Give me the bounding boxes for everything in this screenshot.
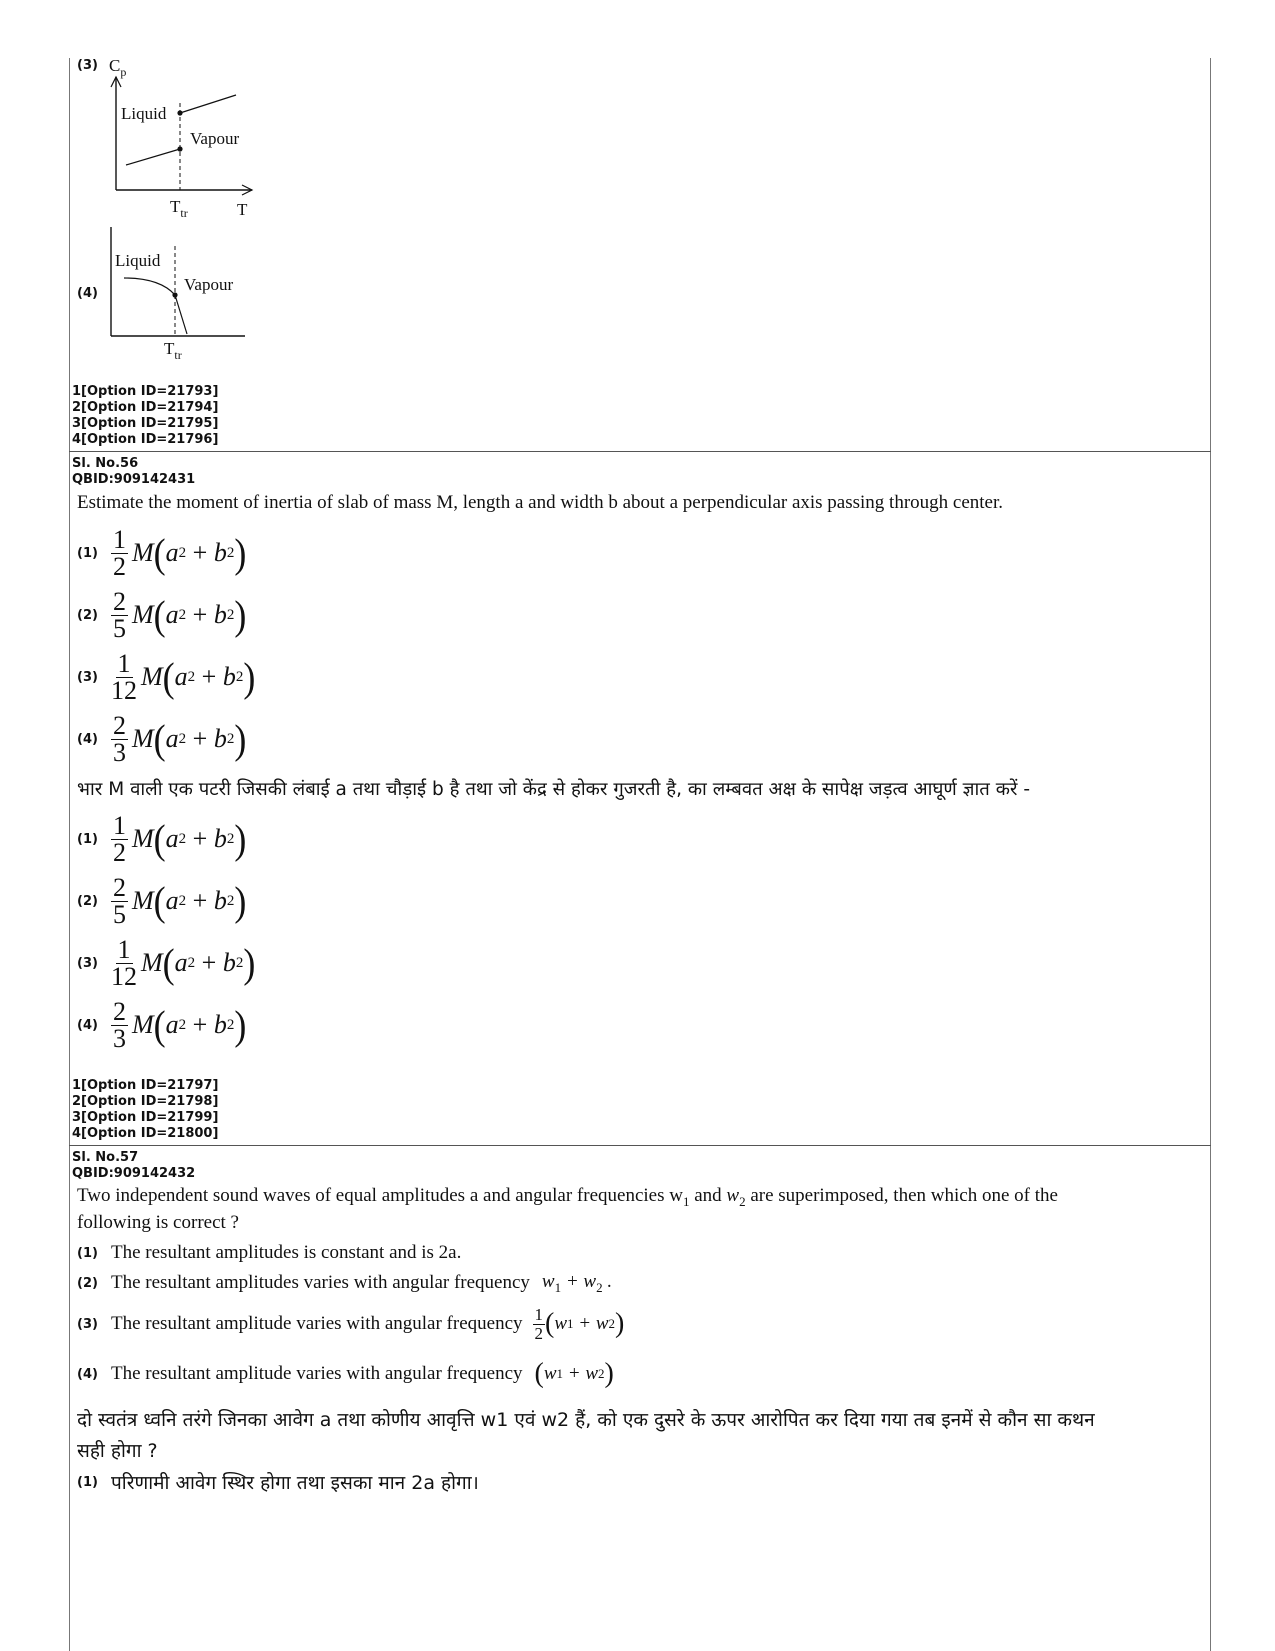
option-number: (2) (77, 607, 98, 623)
option-id-line: 3[Option ID=21795] (72, 416, 219, 431)
q55-opt4-number: (4) (77, 286, 98, 301)
option-expression: $\frac{2}{5}$ M ( a 2 + b 2 ) (113, 586, 247, 643)
option-number: (3) (77, 669, 98, 685)
q56-option-ids (72, 1078, 218, 1142)
opt3-liquid-line (180, 95, 236, 113)
q57-question-hi-line1: दो स्वतंत्र ध्वनि तरंगे जिनका आवेग a तथा कोणीय आवृत्ति w1 एवं w2 हैं, को एक दुसरे के ऊपर आरोपित कर दिया गया तब इनमें से कौन सा कथन (77, 1409, 1095, 1431)
option-number: (1) (77, 1474, 98, 1490)
option-number: (2) (77, 893, 98, 909)
option-id-line: 2[Option ID=21794] (72, 400, 219, 415)
option-expression: $\frac{2}{3}$ M ( a 2 + b 2 ) (113, 996, 247, 1053)
q55-opt3-number: (3) (77, 58, 98, 73)
opt4-vapour-label: Vapour (184, 275, 234, 294)
opt4-point (172, 292, 177, 297)
option-number: (4) (77, 731, 98, 747)
option-expression: $w_1 + w_2$ . (541, 1270, 613, 1295)
q57-qbid: QBID:909142432 (72, 1166, 196, 1181)
option-text: The resultant amplitudes is constant and is 2a. (111, 1242, 462, 1263)
option-expression: $\frac{1}{2}$ M ( a 2 + b 2 ) (113, 810, 247, 867)
question-divider (69, 1145, 1211, 1146)
option-expression: ( w 1 + w 2 ) (534, 1358, 614, 1389)
option-id-line: 2[Option ID=21798] (72, 1094, 219, 1109)
option-id-line: 1[Option ID=21793] (72, 384, 219, 399)
q56-option-en-3 (77, 646, 255, 708)
q56-qbid: QBID:909142431 (72, 472, 196, 487)
q57-sl-no: Sl. No.57 (72, 1150, 139, 1165)
q55-opt3-diagram (100, 55, 270, 225)
option-number: (3) (77, 955, 98, 971)
opt3-liquid-label: Liquid (121, 104, 167, 123)
q56-sl-no: Sl. No.56 (72, 456, 139, 471)
opt4-ttr-label: $T_{tr}$ (164, 339, 182, 362)
q56-question-en: Estimate the moment of inertia of slab of mass M, length a and width b about a perpendicular axis passing through center. (77, 492, 1004, 513)
option-text: The resultant amplitudes varies with angular frequency (111, 1272, 530, 1293)
q57-question-en-line2: following is correct ? (77, 1212, 239, 1233)
option-text: The resultant amplitude varies with angular frequency (111, 1363, 523, 1384)
q56-option-en-1 (77, 522, 255, 584)
q56-options-hi (77, 808, 255, 1056)
opt4-liquid-curve (124, 278, 175, 295)
opt3-point-top (177, 110, 182, 115)
q57-option-en-4 (77, 1356, 614, 1392)
option-id-line: 4[Option ID=21800] (72, 1126, 219, 1141)
opt3-cp-label: $C_p$ (109, 56, 127, 79)
option-text: परिणामी आवेग स्थिर होगा तथा इसका मान 2a होगा। (111, 1472, 479, 1494)
option-number: (4) (77, 1366, 98, 1382)
q57-question-en-line1: Two independent sound waves of equal amplitudes a and angular frequencies $w_1$ and $w_2$ are superimposed, then which one of the (77, 1185, 1058, 1209)
opt3-vapour-line (126, 149, 180, 165)
option-expression: $\frac{2}{5}$ M ( a 2 + b 2 ) (113, 872, 247, 929)
q57-question-hi-line2: सही होगा ? (77, 1440, 158, 1462)
option-expression: 1 2 ( w 1 + w 2 ) (534, 1304, 625, 1343)
q56-question-hi: भार M वाली एक पटरी जिसकी लंबाई a तथा चौड़ाई b है तथा जो केंद्र से होकर गुजरती है, का लम्बवत अक्ष के सापेक्ष जड़त्व आघूर्ण ज्ञात करें - (77, 779, 1031, 800)
opt3-ttr-label: $T_{tr}$ (170, 197, 188, 220)
q56-option-hi-4 (77, 994, 255, 1056)
option-number: (1) (77, 1245, 98, 1261)
q56-options-en (77, 522, 255, 770)
q55-opt4-diagram (100, 222, 260, 367)
q55-option-ids (72, 384, 218, 448)
option-id-line: 1[Option ID=21797] (72, 1078, 219, 1093)
q57-option-en-1 (77, 1241, 461, 1265)
option-expression: $\frac{2}{3}$ M ( a 2 + b 2 ) (113, 710, 247, 767)
option-number: (1) (77, 831, 98, 847)
question-divider (69, 451, 1211, 452)
q57-option-en-3 (77, 1302, 624, 1346)
q56-option-hi-3 (77, 932, 255, 994)
opt4-vapour-line (175, 295, 187, 334)
option-id-line: 4[Option ID=21796] (72, 432, 219, 447)
q56-option-en-2 (77, 584, 255, 646)
option-number: (2) (77, 1275, 98, 1291)
q57-option-hi-1 (77, 1468, 479, 1496)
opt4-liquid-label: Liquid (115, 251, 161, 270)
opt3-point-bottom (177, 146, 182, 151)
q57-option-en-2 (77, 1271, 612, 1295)
option-number: (1) (77, 545, 98, 561)
q56-header (72, 456, 195, 488)
opt3-t-label: T (237, 200, 248, 219)
q56-option-hi-2 (77, 870, 255, 932)
q56-option-hi-1 (77, 808, 255, 870)
option-expression: $\frac{1}{2}$ M ( a 2 + b 2 ) (113, 524, 247, 581)
option-id-line: 3[Option ID=21799] (72, 1110, 219, 1125)
option-expression: $\frac{1}{12}$ M ( a 2 + b 2 ) (111, 648, 256, 705)
option-number: (3) (77, 1316, 98, 1332)
option-number: (4) (77, 1017, 98, 1033)
opt3-vapour-label: Vapour (190, 129, 240, 148)
q57-header (72, 1150, 195, 1182)
option-text: The resultant amplitude varies with angular frequency (111, 1313, 523, 1334)
option-expression: $\frac{1}{12}$ M ( a 2 + b 2 ) (111, 934, 256, 991)
q56-option-en-4 (77, 708, 255, 770)
